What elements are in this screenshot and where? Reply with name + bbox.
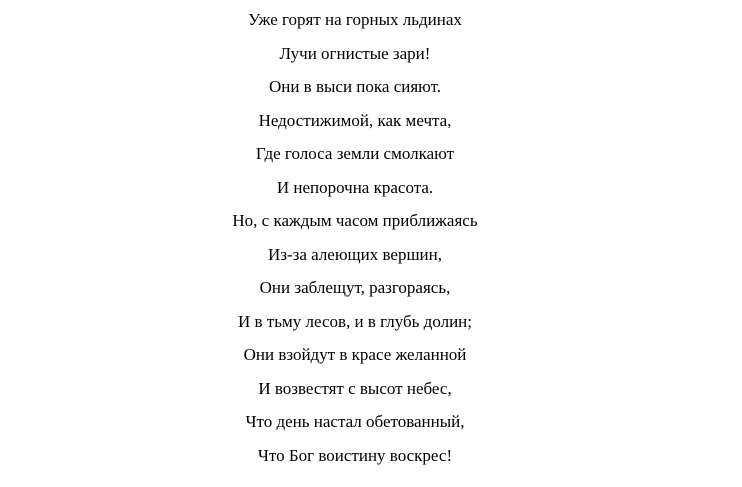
poem-line: Но, с каждым часом приближаясь (232, 211, 478, 230)
poem-line: Из-за алеющих вершин, (267, 244, 443, 264)
poem-line: Лучи огнистые зари! (279, 43, 431, 63)
poem-line: И непорочна красота. (276, 177, 434, 197)
poem-line: Где голоса земли смолкают (255, 144, 455, 163)
poem-line: И в тьму лесов, и в глубь долин; (238, 311, 472, 331)
poem-line: Недостижимой, как мечта, (258, 110, 452, 130)
poem-line: Они взойдут в красе желанной (243, 345, 467, 364)
poem-line: И возвестят с высот небес, (258, 378, 452, 398)
poem-line: Они заблещут, разгораясь, (259, 278, 451, 297)
poem-line: Что Бог воистину воскрес! (257, 445, 453, 465)
poem-line: Они в выси пока сияют. (268, 77, 442, 96)
poem-line: Уже горят на горных льдинах (248, 10, 462, 29)
poem-line: Что день настал обетованный, (245, 412, 465, 431)
